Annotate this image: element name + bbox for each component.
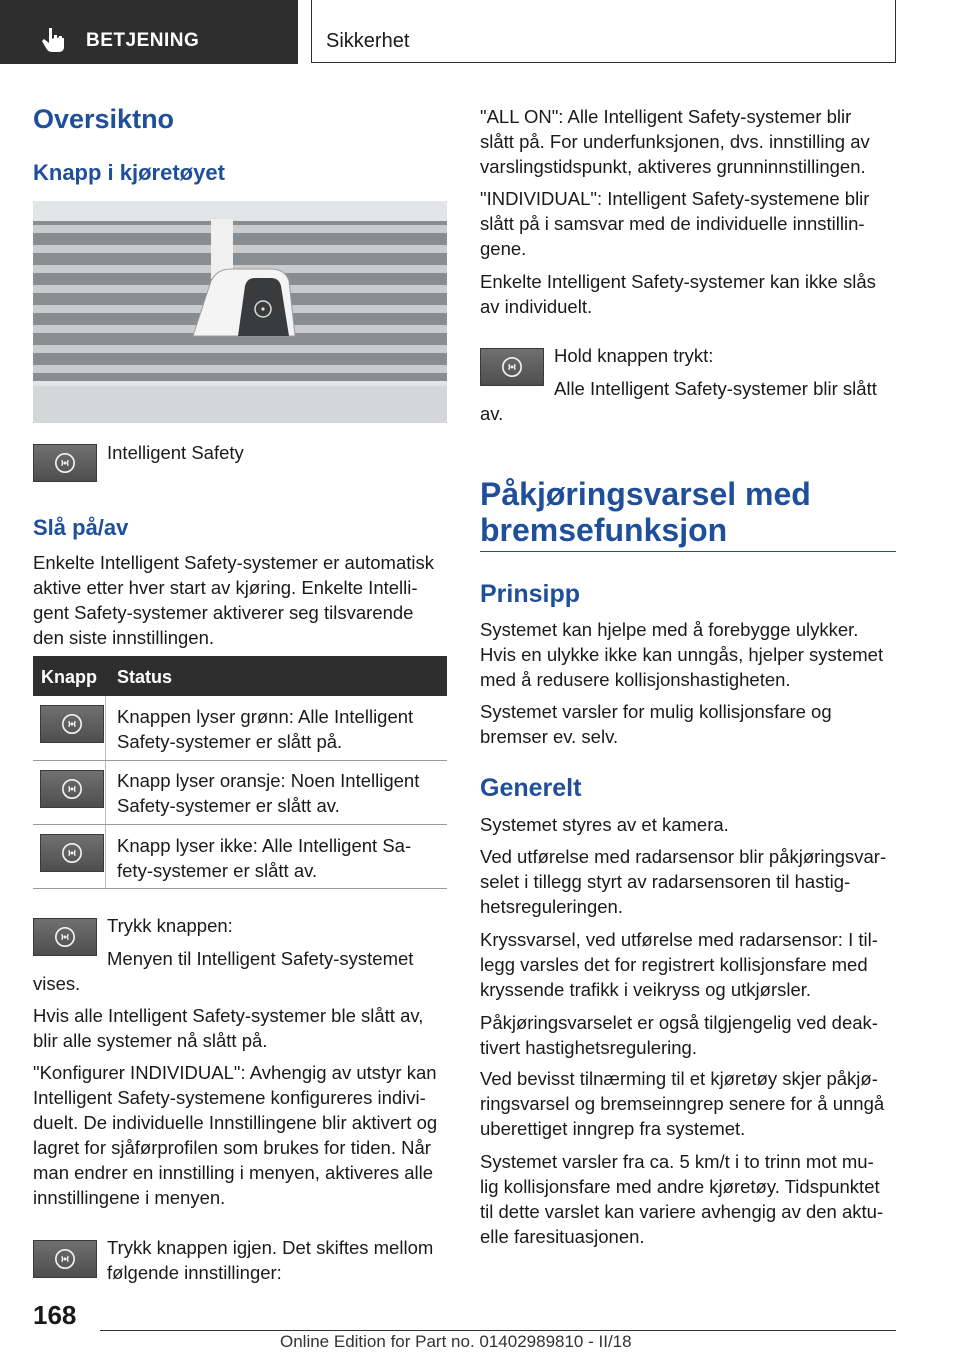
text-line: blir alle systemer nå slått på. <box>33 1030 268 1051</box>
paragraph-individual <box>480 186 900 261</box>
page-number: 168 <box>33 1300 77 1330</box>
text-line: Systemet styres av et kamera. <box>480 814 729 835</box>
intelligent-safety-button-icon <box>33 444 97 482</box>
heading-underline <box>480 551 896 552</box>
paragraph-general-1 <box>480 812 900 837</box>
text-line: Påkjøringsvarselet er også tilgjengelig ved deak- <box>480 1012 878 1033</box>
text-line: kryssende trafikk i veikryss og utkjørsler. <box>480 979 812 1000</box>
text-line: Intelligent Safety-systemene konfigureres indivi- <box>33 1087 426 1108</box>
hold-button-icon <box>480 348 544 386</box>
heading-principle: Prinsipp <box>480 580 581 608</box>
table-cell-line: fety-systemer er slått av. <box>117 860 318 881</box>
table-bottom-divider <box>33 888 447 889</box>
page-title: Oversiktno <box>33 104 175 134</box>
text-line: "Konfigurer INDIVIDUAL": Avhengig av utstyr kan <box>33 1062 437 1083</box>
paragraph-all-off <box>33 1003 453 1053</box>
text-line: med å redusere kollisjonshastigheten. <box>480 669 791 690</box>
header-subsection-title: Sikkerhet <box>326 30 410 52</box>
text-line: duelt. De individuelle Innstillingene blir aktivert og <box>33 1112 438 1133</box>
text-line: Systemet varsler fra ca. 5 km/t i to trinn mot mu- <box>480 1151 874 1172</box>
text-line: den siste innstillingen. <box>33 627 214 648</box>
text-line: lagret for sjåførprofilen som brukes for tiden. Når <box>33 1137 431 1158</box>
subtitle-button-in-vehicle: Knapp i kjøretøyet <box>33 160 225 185</box>
text-line: ringsvarsel og bremseinngrep senere for å unngå <box>480 1093 885 1114</box>
text-line: innstillingene i menyen. <box>33 1187 226 1208</box>
text-line: tivert hastighetsregulering. <box>480 1037 697 1058</box>
text-line: hetsreguleringen. <box>480 896 623 917</box>
header-section-title: BETJENING <box>86 30 200 51</box>
hold-button-text: Hold knappen trykt: <box>554 345 714 366</box>
table-cell-line: Knapp lyser oransje: Noen Intelligent <box>117 770 420 791</box>
heading-collision-warning <box>480 476 811 548</box>
button-orange-icon <box>40 770 104 808</box>
text-line: gene. <box>480 238 527 259</box>
footer-edition: Online Edition for Part no. 01402989810 - II/18 <box>280 1332 632 1351</box>
paragraph-principle-1 <box>480 617 900 692</box>
heading-general: Generelt <box>480 774 582 802</box>
text-line: Enkelte Intelligent Safety-systemer er automatisk <box>33 552 435 573</box>
paragraph-configure <box>33 1060 453 1210</box>
text-line: legg varsles det for registrert kollisjonsfare med <box>480 954 868 975</box>
text-line: Ved utførelse med radarsensor blir påkjøringsvar- <box>480 846 887 867</box>
paragraph-on-off <box>33 550 453 650</box>
caption-intelligent-safety: Intelligent Safety <box>107 442 244 463</box>
press-button-text: Trykk knappen: <box>107 915 233 936</box>
paragraph-cannot-disable <box>480 269 900 319</box>
table-header-button: Knapp <box>41 667 97 687</box>
text-line: lig kollisjonsfare med andre kjøretøy. Tidspunktet <box>480 1176 880 1197</box>
vehicle-button-photo <box>33 201 447 423</box>
text-line: slått på. For underfunksjonen, dvs. innstilling av <box>480 131 870 152</box>
paragraph-general-3 <box>480 927 900 1002</box>
text-line: elle faresituasjonen. <box>480 1226 645 1247</box>
table-column-divider <box>105 696 106 888</box>
text-line: "INDIVIDUAL": Intelligent Safety-systemene blir <box>480 188 870 209</box>
press-button-icon <box>33 918 97 956</box>
table-header-status: Status <box>117 667 173 687</box>
text-line: Systemet kan hjelpe med å forebygge ulykker. <box>480 619 859 640</box>
heading-on-off: Slå på/av <box>33 515 129 540</box>
press-again-button-icon <box>33 1240 97 1278</box>
text-line: Hvis alle Intelligent Safety-systemer ble slått av, <box>33 1005 424 1026</box>
paragraph-general-5 <box>480 1066 900 1141</box>
text-line: Systemet varsler for mulig kollisjonsfare og <box>480 701 832 722</box>
text-line: bremser ev. selv. <box>480 726 619 747</box>
text-line: gent Safety-systemer aktiverer seg tilsvarende <box>33 602 414 623</box>
paragraph-principle-2 <box>480 699 900 749</box>
button-green-icon <box>40 705 104 743</box>
table-row-divider <box>33 824 447 825</box>
text-line: man endrer en innstilling i menyen, aktiveres alle <box>33 1162 434 1183</box>
paragraph-general-6 <box>480 1149 900 1249</box>
text-line: slått på i samsvar med de individuelle innstillin- <box>480 213 865 234</box>
table-cell-line: Knapp lyser ikke: Alle Intelligent Sa- <box>117 835 412 856</box>
text-line: Enkelte Intelligent Safety-systemer kan ikke slås <box>480 271 876 292</box>
table-cell-line: Knappen lyser grønn: Alle Intelligent <box>117 706 414 727</box>
heading-line: Påkjøringsvarsel med <box>480 476 811 512</box>
table-cell-line: Safety-systemer er slått av. <box>117 795 340 816</box>
text-line: til dette varslet kan variere avhengig av den aktu- <box>480 1201 884 1222</box>
all-off-text: Alle Intelligent Safety-systemer blir slått <box>554 378 877 399</box>
text-line: Trykk knappen igjen. Det skiftes mellom <box>107 1237 434 1258</box>
press-again-text <box>107 1235 433 1285</box>
button-off-icon <box>40 834 104 872</box>
menu-shown-text: Menyen til Intelligent Safety-systemet <box>107 948 414 969</box>
paragraph-general-2 <box>480 844 900 919</box>
text-line: Kryssvarsel, ved utførelse med radarsensor: I til- <box>480 929 878 950</box>
heading-line: bremsefunksjon <box>480 512 728 548</box>
text-line: følgende innstillinger: <box>107 1262 282 1283</box>
text-line: av individuelt. <box>480 296 593 317</box>
text-line: selet i tillegg styrt av radarsensoren til hastig- <box>480 871 851 892</box>
text-line: Hvis en ulykke ikke kan unngås, hjelper systemet <box>480 644 884 665</box>
table-row-divider <box>33 760 447 761</box>
table-row <box>117 768 419 818</box>
all-off-text-cont: av. <box>480 403 504 424</box>
table-row <box>117 704 413 754</box>
text-line: varslingstidspunkt, aktiveres grunninnstillingen. <box>480 156 866 177</box>
paragraph-all-on <box>480 104 900 179</box>
text-line: Ved bevisst tilnærming til et kjøretøy skjer påkjø- <box>480 1068 878 1089</box>
menu-shown-text-cont: vises. <box>33 973 81 994</box>
footer-rule <box>100 1330 896 1331</box>
text-line: aktive etter hver start av kjøring. Enkelte Intelli- <box>33 577 418 598</box>
hand-pointer-icon <box>40 26 70 54</box>
paragraph-general-4 <box>480 1010 900 1060</box>
text-line: "ALL ON": Alle Intelligent Safety-systemer blir <box>480 106 852 127</box>
text-line: uberettiget inngrep fra systemet. <box>480 1118 746 1139</box>
table-row <box>117 833 411 883</box>
table-cell-line: Safety-systemer er slått på. <box>117 731 343 752</box>
